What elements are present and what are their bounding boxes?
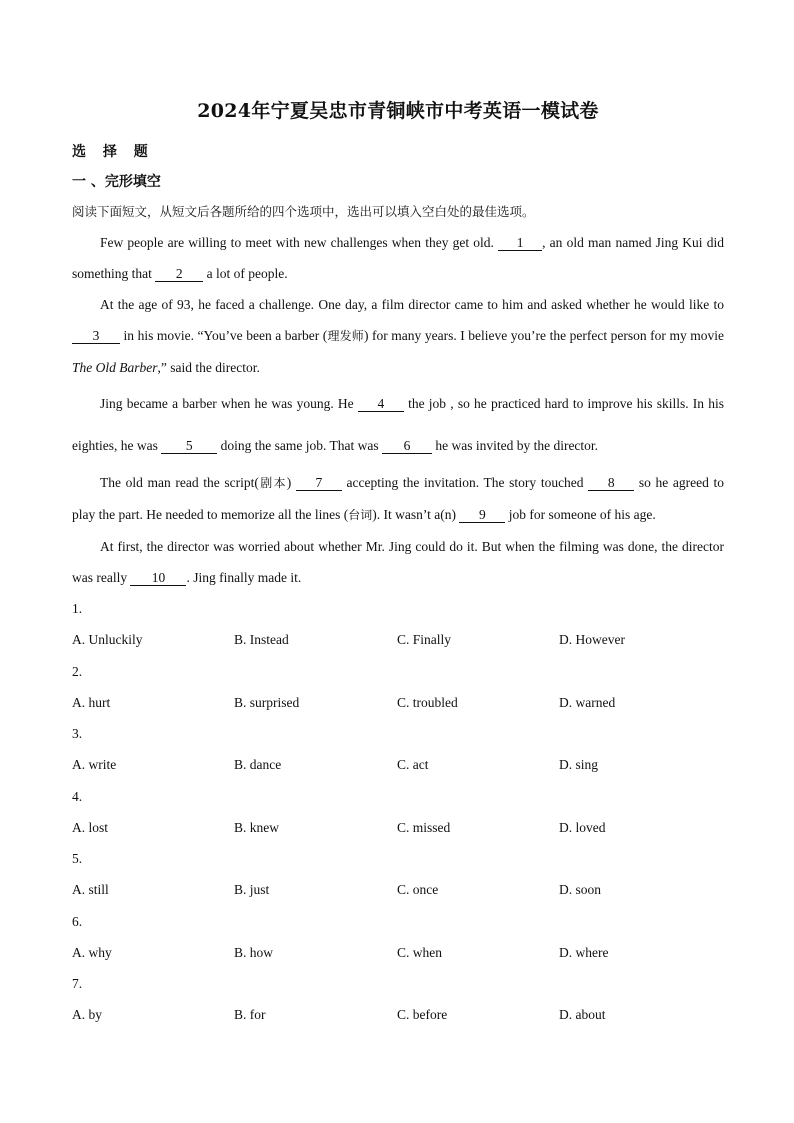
passage-text: accepting the invitation. The story touched	[341, 475, 589, 490]
section-label: 选 择 题	[72, 144, 154, 160]
blank-3: 3	[72, 329, 120, 344]
option-row	[72, 749, 724, 781]
passage-text: Few people are willing to meet with new challenges when they get old.	[100, 235, 499, 250]
blank-9: 9	[459, 508, 505, 523]
blank-2: 2	[155, 267, 203, 282]
passage-text: )	[286, 475, 296, 490]
option-row	[72, 812, 724, 844]
option-c[interactable]: C. act	[397, 757, 429, 772]
passage-text: The old man read the script(	[100, 475, 259, 490]
question-number: 6.	[72, 913, 83, 929]
passage-text: Jing became a barber when he was young. He	[100, 396, 358, 411]
passage-text: , an old man named Jing Kui did something that	[72, 235, 724, 281]
option-d[interactable]: D. where	[559, 944, 609, 960]
passage-text: ). It wasn’t a(n)	[372, 507, 460, 522]
option-b[interactable]: B. just	[234, 882, 270, 897]
exam-page	[72, 96, 724, 1031]
movie-title: The Old Barber	[72, 360, 158, 375]
blank-8: 8	[588, 476, 634, 491]
question-item	[72, 781, 724, 844]
subsection-label: 一 、完形填空	[72, 174, 161, 190]
question-number: 5.	[72, 851, 83, 866]
passage-text: At the age of 93, he faced a challenge. One day, a film director came to him and asked whether he would like to	[100, 297, 724, 312]
option-d[interactable]: D. about	[559, 1007, 606, 1022]
option-c[interactable]: C. once	[397, 882, 439, 897]
option-row	[72, 999, 724, 1031]
option-a[interactable]: A. Unluckily	[72, 632, 143, 647]
question-item	[72, 593, 724, 656]
cloze-passage	[72, 227, 724, 593]
passage-paragraph-1	[72, 227, 724, 289]
option-a[interactable]: A. lost	[72, 819, 109, 835]
passage-text: so he agreed to play the part. He needed to memorize all the lines (	[72, 475, 724, 522]
blank-6: 6	[382, 439, 432, 454]
blank-5: 5	[161, 439, 217, 454]
instruction-text: 阅读下面短文，从短文后各题所给的四个选项中，选出可以填入空白处的最佳选项。	[72, 204, 535, 219]
question-number: 2.	[72, 663, 83, 679]
passage-text: . Jing finally made it.	[186, 570, 302, 585]
blank-1: 1	[498, 236, 542, 251]
option-d[interactable]: D. loved	[559, 819, 606, 835]
option-row	[72, 624, 724, 656]
option-b[interactable]: B. Instead	[234, 632, 289, 647]
passage-text: in his movie. “You’ve been a barber (	[120, 328, 328, 343]
question-item	[72, 718, 724, 781]
question-number: 1.	[72, 601, 83, 616]
question-number: 3.	[72, 726, 83, 741]
passage-text: he was invited by the director.	[431, 438, 599, 453]
option-c[interactable]: C. before	[397, 1007, 448, 1022]
option-a[interactable]: A. by	[72, 1007, 102, 1022]
option-d[interactable]: D. soon	[559, 882, 602, 897]
passage-text-chinese: 理发师	[327, 329, 364, 343]
option-b[interactable]: B. surprised	[234, 694, 300, 710]
question-number: 4.	[72, 788, 83, 804]
passage-text: ) for many years. I believe you’re the perfect person for my movie	[363, 328, 724, 343]
passage-paragraph-5	[72, 531, 724, 593]
blank-4: 4	[358, 397, 404, 412]
passage-text: job for someone of his age.	[505, 507, 656, 522]
passage-text-chinese: 剧本	[258, 476, 287, 490]
option-d[interactable]: D. warned	[559, 694, 616, 710]
option-d[interactable]: D. sing	[559, 757, 599, 772]
question-number: 7.	[72, 976, 83, 991]
option-b[interactable]: B. for	[234, 1007, 266, 1022]
passage-paragraph-2	[72, 289, 724, 383]
question-item	[72, 656, 724, 719]
question-list	[72, 593, 724, 1031]
passage-text: ,” said the director.	[157, 360, 260, 375]
option-b[interactable]: B. knew	[234, 819, 279, 835]
page-title: 2024年宁夏吴忠市青铜峡市中考英语一模试卷	[197, 100, 599, 122]
option-b[interactable]: B. how	[234, 944, 274, 960]
passage-text: the job , so he practiced hard to improve his skills. In his eighties, he was	[72, 396, 724, 453]
option-row	[72, 687, 724, 719]
blank-7: 7	[296, 476, 342, 491]
option-row	[72, 937, 724, 969]
passage-text: At first, the director was worried about whether Mr. Jing could do it. But when the filming was done, the director was really	[72, 539, 724, 585]
option-b[interactable]: B. dance	[234, 757, 282, 772]
question-item	[72, 968, 724, 1031]
option-a[interactable]: A. hurt	[72, 694, 111, 710]
option-c[interactable]: C. Finally	[397, 632, 452, 647]
option-c[interactable]: C. when	[397, 944, 442, 960]
option-row	[72, 874, 724, 906]
question-item	[72, 906, 724, 969]
option-a[interactable]: A. still	[72, 882, 109, 897]
passage-text-chinese: 台词	[348, 508, 373, 522]
blank-10: 10	[130, 571, 186, 586]
option-c[interactable]: C. missed	[397, 819, 451, 835]
option-a[interactable]: A. write	[72, 757, 117, 772]
question-item	[72, 843, 724, 906]
passage-paragraph-3	[72, 383, 724, 467]
option-a[interactable]: A. why	[72, 944, 112, 960]
passage-text: doing the same job. That was	[217, 438, 382, 453]
option-d[interactable]: D. However	[559, 632, 625, 647]
passage-paragraph-4	[72, 467, 724, 531]
passage-text: a lot of people.	[203, 266, 288, 281]
option-c[interactable]: C. troubled	[397, 694, 458, 710]
